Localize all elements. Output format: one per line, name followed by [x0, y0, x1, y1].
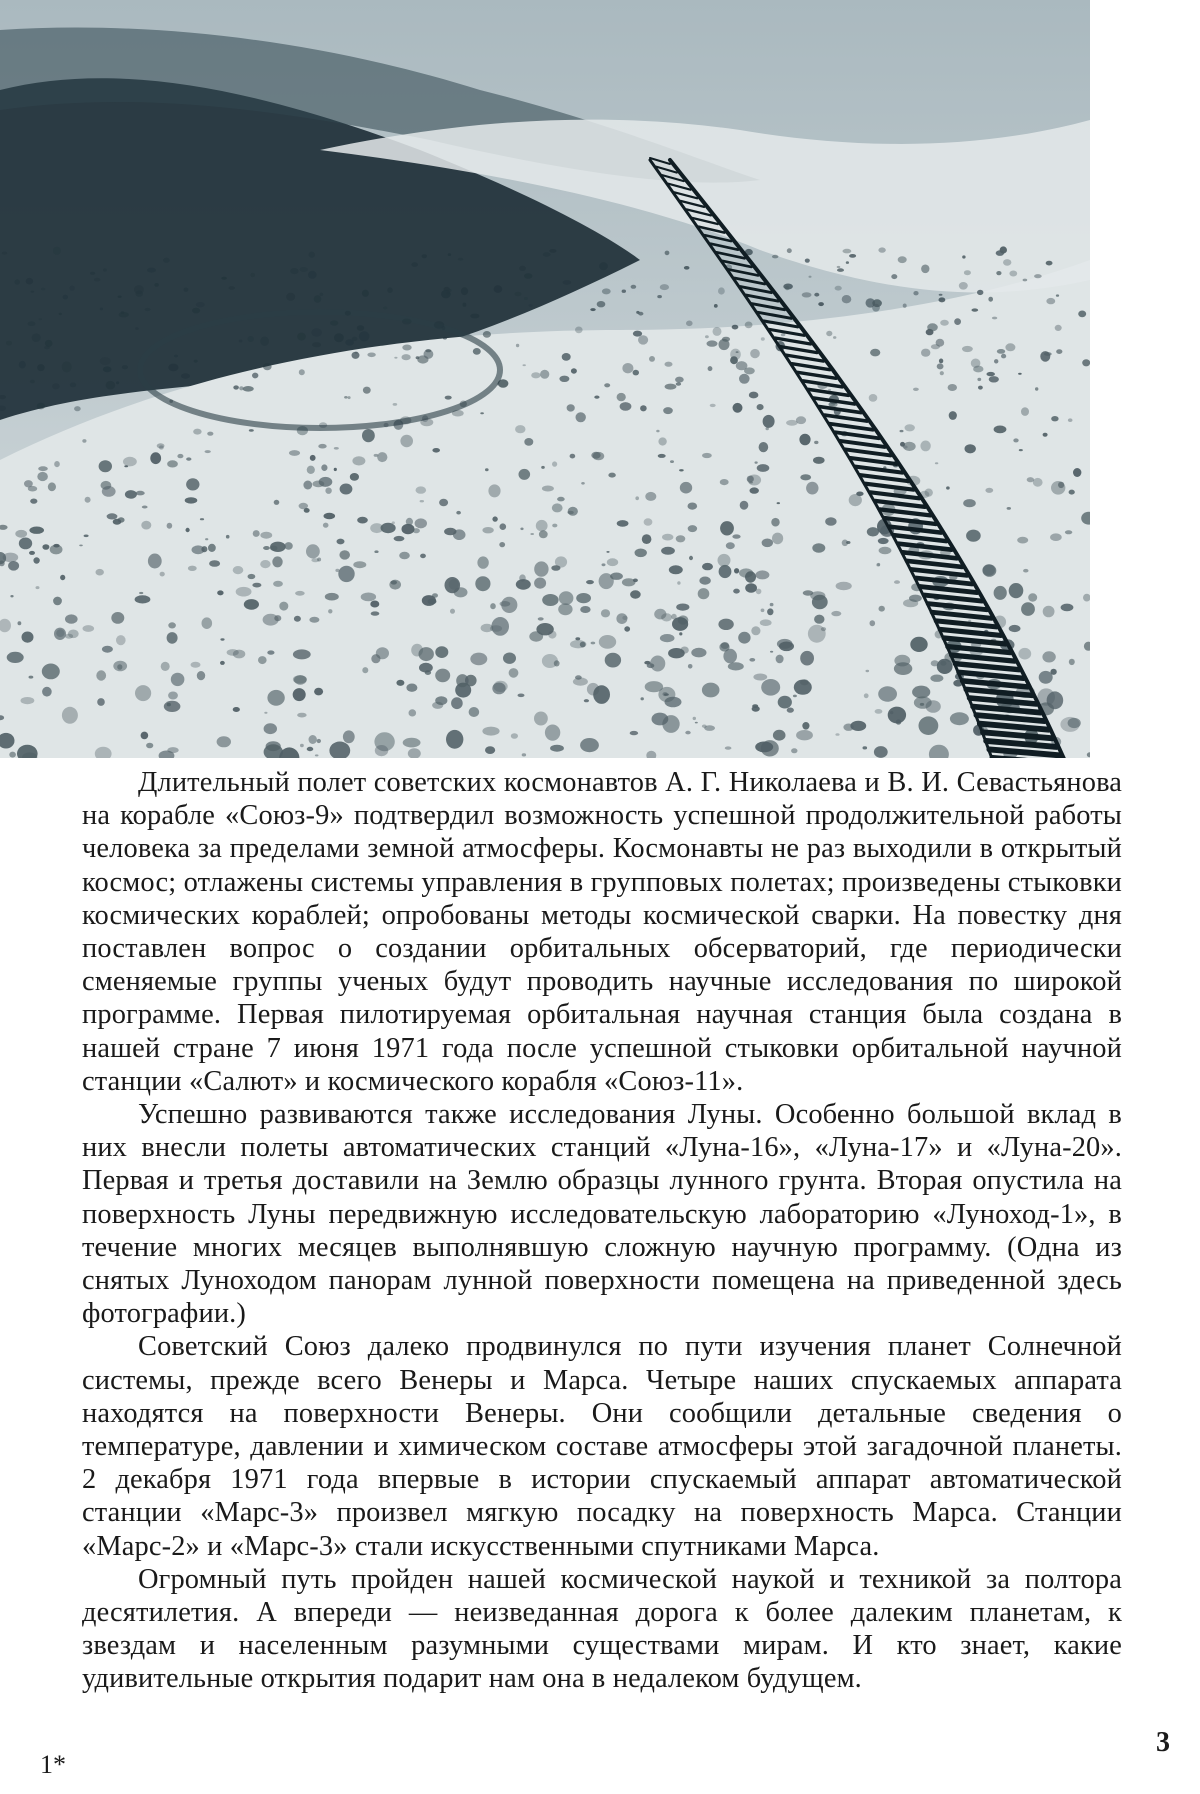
paragraph-soyuz: Длительный полет советских космонавтов А. Г. Николаева и В. И. Севастьянова на корабле «Союз-9» подтвердил возможность успешной продолжительной работы человека за пределами земной атмосферы. Космонавты не раз выходили в открытый космос; отлажены системы управления в групповых полетах; произведены стыковки космических кораблей; опробованы методы космической сварки. На повестку дня поставлен вопрос о создании орбитальных обсерваторий, где периодически сменяемые группы ученых будут проводить научные исследования по широкой программе. Первая пилотируемая орбитальная научная станция была создана в нашей стране 7 июня 1971 года после успешной стыковки орбитальной научной станции «Салют» и космического корабля «Союз-11».: [82, 767, 1122, 1097]
lunar-surface-photo: [0, 0, 1090, 758]
paragraph-future: Огромный путь пройден нашей космической наукой и техникой за полтора десятилетия. А впереди — неизведанная дорога к более далеким планетам, к звездам и населенным разумными существами мирам. И кто знает, какие удивительные открытия подарит нам она в недалеком будущем.: [82, 1563, 1122, 1695]
lunar-surface-photo-icon: [0, 0, 1090, 758]
signature-mark: 1*: [40, 1750, 66, 1779]
page-number: 3: [1156, 1727, 1170, 1758]
paragraph-moon: Успешно развиваются также исследования Луны. Особенно большой вклад в них внесли полеты автоматических станций «Луна-16», «Луна-17» и «Луна-20». Первая и третья доставили на Землю образцы лунного грунта. Вторая опустила на поверхность Луны передвижную исследовательскую лабораторию «Луноход-1», в течение многих месяцев выполнявшую сложную научную программу. (Одна из снятых Луноходом панорам лунной поверхности помещена на приведенной здесь фотографии.): [82, 1099, 1122, 1330]
article-body: [82, 766, 1122, 1696]
paragraph-planets: Советский Союз далеко продвинулся по пути изучения планет Солнечной системы, прежде всего Венеры и Марса. Четыре наших спускаемых аппарата находятся на поверхности Венеры. Они сообщили детальные сведения о температуре, давлении и химическом составе атмосферы этой загадочной планеты. 2 декабря 1971 года впервые в истории спускаемый аппарат автоматической станции «Марс-3» произвел мягкую посадку на поверхность Марса. Станции «Марс-2» и «Марс-3» стали искусственными спутниками Марса.: [82, 1331, 1122, 1562]
